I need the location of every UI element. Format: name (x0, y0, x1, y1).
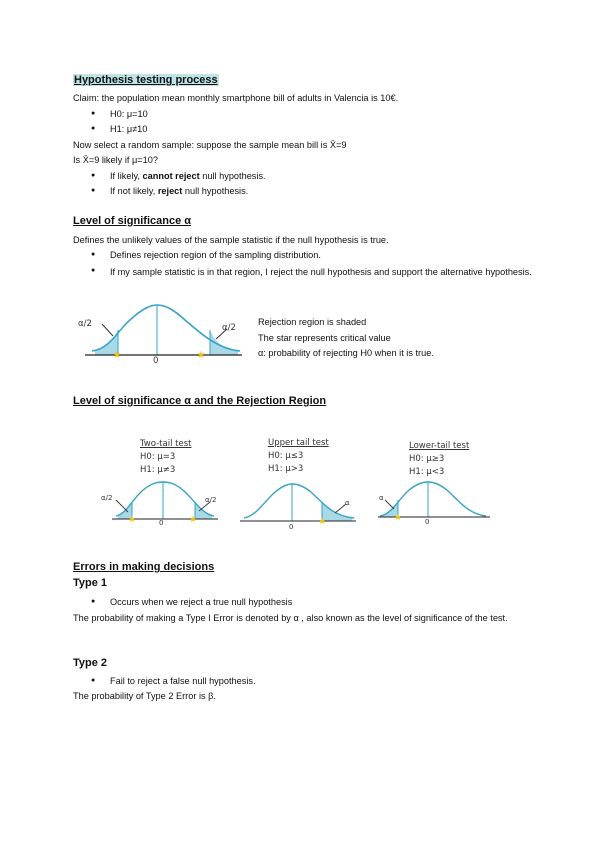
star-icon: ★ (188, 514, 198, 524)
upper-tail-test-figure (240, 478, 360, 528)
star-icon: ★ (317, 516, 327, 526)
section-heading-errors: Errors in making decisions (73, 561, 215, 573)
type1-bullet: Occurs when we reject a true null hypothesis (110, 597, 293, 607)
section-heading-significance: Level of significance α (73, 215, 192, 227)
note-star: The star represents critical value (258, 333, 391, 343)
not-likely-text: If not likely, reject null hypothesis. (110, 186, 249, 196)
lower-tail-h1: H1: μ<3 (409, 467, 445, 477)
two-tail-title: Two-tail test (140, 439, 192, 449)
two-tail-right-label: α/2 (205, 496, 217, 504)
two-tail-left-label: α/2 (101, 494, 113, 502)
claim-text: Claim: the population mean monthly smartphone bill of adults in Valencia is 10€. (73, 93, 399, 103)
two-tail-test-figure (110, 478, 220, 528)
bullet-dot: ● (91, 187, 96, 194)
bullet-dot: ● (91, 598, 96, 605)
question-text: Is X̄=9 likely if μ=10? (73, 155, 158, 165)
section-heading-hypothesis: Hypothesis testing process (74, 74, 218, 86)
upper-tail-center: 0 (289, 523, 294, 531)
section-heading-rejection-region: Level of significance α and the Rejection Region (73, 395, 327, 407)
significance-definition: Defines the unlikely values of the sample statistic if the null hypothesis is true. (73, 235, 389, 245)
star-icon: ★ (196, 350, 206, 361)
bullet-dot: ● (91, 172, 96, 179)
type2-heading: Type 2 (73, 657, 108, 669)
star-icon: ★ (112, 350, 122, 361)
two-tail-h0: H0: μ=3 (140, 452, 176, 462)
type2-bullet: Fail to reject a false null hypothesis. (110, 676, 256, 686)
h1-text: H1: μ≠10 (110, 124, 148, 134)
upper-tail-alpha: α (345, 499, 350, 507)
bullet-dot: ● (91, 251, 96, 258)
upper-tail-h0: H0: μ≤3 (268, 451, 304, 461)
type2-text: The probability of Type 2 Error is β. (73, 691, 216, 701)
type1-text: The probability of making a Type I Error is denoted by α , also known as the level of significance of the test. (73, 613, 508, 623)
likely-text: If likely, cannot reject null hypothesis. (110, 171, 266, 181)
bullet-dot: ● (91, 677, 96, 684)
two-tail-center: 0 (159, 519, 164, 527)
center-label: 0 (153, 356, 159, 366)
left-tail-label: α/2 (78, 319, 92, 329)
bullet-dot: ● (91, 110, 96, 117)
h0-text: H0: μ=10 (110, 109, 148, 119)
lower-tail-h0: H0: μ≥3 (409, 454, 445, 464)
reject-bullet: If my sample statistic is in that region, I reject the null hypothesis and support the alternative hypothesis. (110, 267, 532, 277)
lower-tail-alpha: α (379, 494, 384, 502)
note-alpha: α: probability of rejecting H0 when it is true. (258, 348, 434, 358)
left-tail-arrow (102, 324, 113, 336)
type1-heading: Type 1 (73, 577, 108, 589)
upper-tail-h1: H1: μ>3 (268, 464, 304, 474)
star-icon: ★ (393, 512, 403, 522)
bullet-dot: ● (91, 125, 96, 132)
sample-text: Now select a random sample: suppose the sample mean bill is X̄=9 (73, 140, 347, 150)
rejection-region-bullet: Defines rejection region of the sampling distribution. (110, 250, 321, 260)
lower-tail-center: 0 (425, 518, 430, 526)
right-tail-label: α/2 (222, 323, 236, 333)
lower-tail-test-figure (378, 478, 493, 524)
bullet-dot: ● (91, 267, 96, 274)
lower-tail-title: Lower-tail test (409, 441, 470, 451)
two-tail-h1: H1: μ≠3 (140, 465, 176, 475)
star-icon: ★ (127, 514, 137, 524)
upper-tail-title: Upper tail test (268, 438, 329, 448)
note-shaded: Rejection region is shaded (258, 317, 367, 327)
